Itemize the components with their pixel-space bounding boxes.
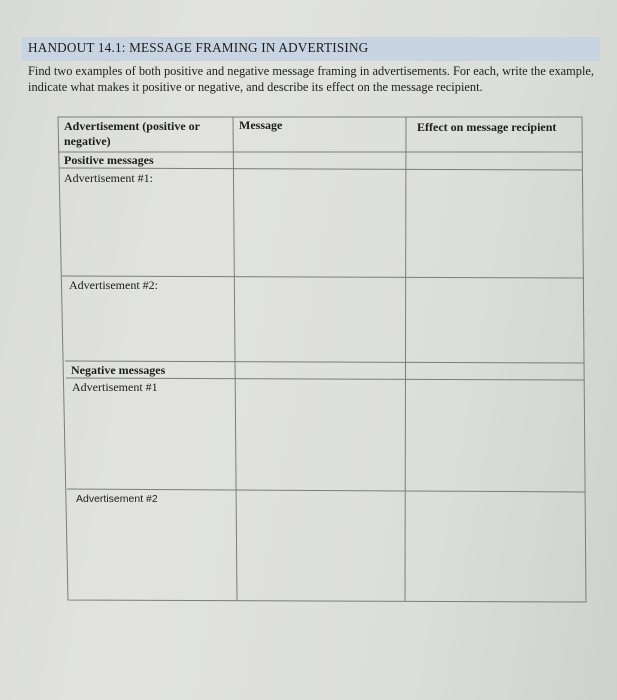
positive-messages-label: Positive messages	[64, 153, 154, 167]
header-message: Message	[239, 118, 283, 132]
header-advertisement: Advertisement (positive or negative)	[64, 119, 200, 148]
instructions-text: Find two examples of both positive and negative message framing in advertisements. For each, write the example, indicate what makes it positive or negative, and describe its effect on the message recipient.	[28, 64, 595, 94]
positive-ad1-label: Advertisement #1:	[64, 171, 153, 185]
handout-title: HANDOUT 14.1: MESSAGE FRAMING IN ADVERTISING	[28, 40, 369, 55]
positive-ad2-label: Advertisement #2:	[69, 278, 158, 292]
negative-ad1-label: Advertisement #1	[72, 380, 158, 394]
header-effect: Effect on message recipient	[417, 120, 557, 134]
negative-messages-label: Negative messages	[71, 363, 166, 377]
negative-ad2-label: Advertisement #2	[76, 493, 158, 505]
